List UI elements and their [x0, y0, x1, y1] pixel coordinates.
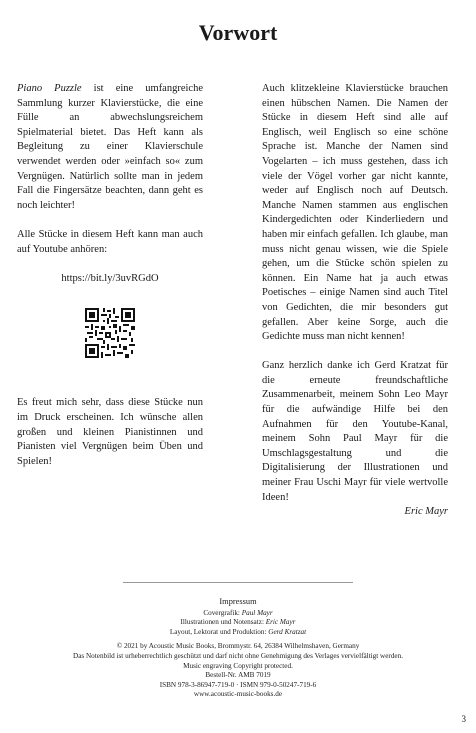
right-column — [262, 82, 448, 534]
left-column — [17, 82, 203, 484]
intro-paragraph: Piano Puzzle ist eine umfangreiche Sammlung kurzer Klavierstücke, die eine Fülle an abwechslungsreichem Spielmaterial bietet. Das Heft kann als Begleitung zu einer Klavierschule verwendet werden oder »einfach so« zum Vergnügen. Natürlich sollte man in jedem Fall die Fingersätze beachten, dann geht es noch leichter! — [17, 83, 203, 211]
author-signature: Eric Mayr — [404, 506, 448, 518]
youtube-paragraph: Alle Stücke in diesem Heft kann man auch auf Youtube anhören: — [17, 228, 203, 255]
layout-credit: Layout, Lektorat und Produktion: Gerd Kratzat — [169, 627, 307, 636]
imprint — [0, 597, 476, 700]
youtube-link[interactable]: https://bit.ly/3uvRGdO — [61, 272, 159, 284]
page-number: 3 — [461, 714, 466, 724]
isbn-line: ISBN 978-3-86947-719-0 · ISMN 979-0-50247-719-6 — [159, 680, 317, 689]
names-paragraph: Auch klitzekleine Klavierstücke brauchen einen hübschen Namen. Die Namen der Stücke in diesem Heft sind alle auf Englisch, weil Englisch so eine schöne Sprache ist. Manche der Namen sind Vogelarten – ich muss gestehen, dass ich viele der Vögel vorher gar nicht kannte, weder auf Englisch noch auf Deutsch. Manche Namen stammen aus englischen Kindergedichten oder Kinderliedern und haben mir einfach gefallen. Ich glaube, man muss nicht genau wissen, wie die Spiele gehen, um die Stücke schön spielen zu können. Ein Name hat ja auch etwas Poetisches – einige Namen sind auch Titel von Gedichten, die mir besonders gut gefallen. Aber keine Sorge, auch die Gedichte muss man nicht kennen! — [262, 83, 448, 343]
qr-code — [17, 308, 203, 358]
qr-code-icon — [85, 308, 135, 358]
publisher-website[interactable]: www.acoustic-music-books.de — [193, 690, 283, 699]
engraving-notice: Music engraving Copyright protected. — [183, 661, 293, 670]
divider — [123, 582, 353, 583]
copyright-line: © 2021 by Acoustic Music Books, Brommystr. 64, 26384 Wilhelmshaven, Germany — [116, 642, 360, 651]
illustration-credit: Illustrationen und Notensatz: Eric Mayr — [180, 618, 296, 627]
copyright-notice: Das Notenbild ist urheberrechtlich geschützt und darf nicht ohne Genehmigung des Verlages vervielfältigt werden. — [73, 651, 403, 660]
order-number: Bestell-Nr. AMB 7019 — [205, 671, 271, 680]
book-title: Piano Puzzle — [17, 83, 82, 94]
page-title: Vorwort — [198, 20, 278, 45]
cover-credit: Covergrafik: Paul Mayr — [203, 608, 273, 617]
thanks-paragraph: Ganz herzlich danke ich Gerd Kratzat für die erneute freundschaftliche Zusammenarbeit, meinem Sohn Leo Mayr für die aufwändige Hilfe bei den Aufnahmen für den Youtube-Kanal, meinem Sohn Paul Mayr für die Umschlagsgestaltung und die Digitalisierung der Illustrationen und meiner Frau Uschi Mayr für viele wertvolle Ideen! — [262, 360, 448, 503]
closing-paragraph: Es freut mich sehr, dass diese Stücke nun im Druck erscheinen. Ich wünsche allen großen und kleinen Pianistinnen und Pianisten viel Vergnügen beim Üben und Spielen! — [17, 397, 203, 467]
imprint-heading: Impressum — [219, 597, 257, 606]
